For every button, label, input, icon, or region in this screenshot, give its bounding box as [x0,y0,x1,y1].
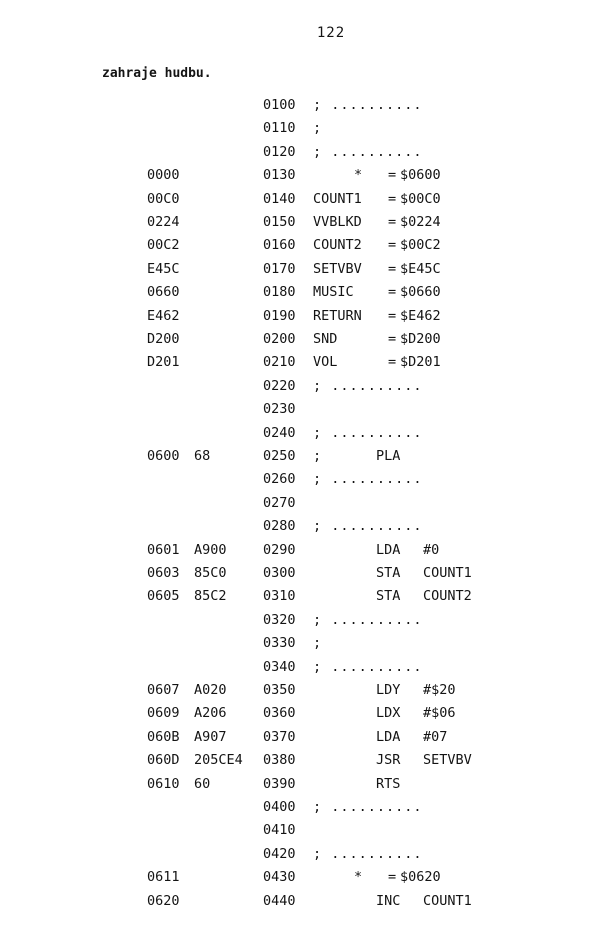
address: 0620 [147,892,180,909]
comment: ; .......... [313,611,423,628]
listing-line [0,702,600,724]
mnemonic: RTS [376,775,401,792]
listing-line [0,585,600,607]
equals-sign: = [388,237,397,254]
line-number: 0150 [263,214,296,230]
comment: ; .......... [313,518,423,535]
line-number: 0310 [263,588,296,605]
line-number: 0160 [263,237,296,254]
object-code: A900 [194,541,227,558]
line-number: 0170 [263,260,296,277]
equate-value: $00C0 [400,190,441,207]
operand: SETVBV [423,752,472,769]
origin-value: $0620 [400,869,441,886]
address: 0605 [147,588,180,605]
equals-sign: = [388,354,397,371]
address: D200 [147,331,180,347]
mnemonic: JSR [376,752,401,769]
equate-value: $E45C [400,260,441,277]
line-number: 0130 [263,167,296,184]
equate-value: $E462 [400,307,441,324]
equals-sign: = [388,190,397,207]
comment: ; .......... [313,97,423,113]
line-number: 0320 [263,611,296,628]
listing-line [0,422,600,444]
equate-value: $0660 [400,284,441,301]
line-number: 0180 [263,284,296,301]
label: VVBLKD [313,214,362,230]
listing-line [0,281,600,303]
line-number: 0420 [263,845,296,862]
listing-line [0,375,600,397]
address: 060D [147,752,180,769]
line-number: 0270 [263,494,296,511]
address: 0000 [147,167,180,184]
comment: ; [313,120,323,137]
listing-line [0,164,600,186]
address: 0607 [147,682,180,698]
mnemonic: LDA [376,728,401,745]
equals-sign: = [388,331,397,347]
line-number: 0440 [263,892,296,909]
object-code: 85C0 [194,565,227,581]
equals-sign: = [388,869,397,886]
mnemonic: INC [376,892,401,909]
line-number: 0360 [263,705,296,722]
listing-line [0,609,600,631]
equals-sign: = [388,260,397,277]
operand: COUNT1 [423,565,472,581]
listing-line [0,773,600,795]
origin-star: * [354,167,363,184]
page-number: 122 [316,25,346,41]
line-number: 0430 [263,869,296,886]
line-number: 0410 [263,822,296,839]
listing-line [0,234,600,256]
mnemonic: LDY [376,682,401,698]
origin-star: * [354,869,363,886]
label: RETURN [313,307,362,324]
line-number: 0350 [263,682,296,698]
listing-line [0,679,600,701]
line-number: 0290 [263,541,296,558]
line-number: 0300 [263,565,296,581]
listing-line [0,539,600,561]
comment: ; .......... [313,845,423,862]
equals-sign: = [388,167,397,184]
line-number: 0250 [263,448,296,464]
intro-text: zahraje hudbu. [102,66,212,81]
line-number: 0100 [263,97,296,113]
address: 0601 [147,541,180,558]
listing-line [0,211,600,233]
equals-sign: = [388,214,397,230]
listing-line [0,188,600,210]
comment: ; .......... [313,799,423,815]
object-code: 60 [194,775,211,792]
label: SETVBV [313,260,362,277]
label: COUNT2 [313,237,362,254]
listing-line [0,749,600,771]
address: 00C2 [147,237,180,254]
equate-value: $D201 [400,354,441,371]
equate-value: $0224 [400,214,441,230]
line-number: 0230 [263,401,296,418]
mnemonic: PLA [376,448,401,464]
object-code: A907 [194,728,227,745]
operand: #$20 [423,682,456,698]
mnemonic: STA [376,565,401,581]
line-number: 0240 [263,424,296,441]
listing-line [0,468,600,490]
equals-sign: = [388,307,397,324]
address: 0603 [147,565,180,581]
comment: ; [313,635,323,652]
operand: COUNT2 [423,588,472,605]
listing-line [0,398,600,420]
line-number: 0140 [263,190,296,207]
listing-line [0,562,600,584]
listing-line [0,305,600,327]
line-number: 0400 [263,799,296,815]
address: 00C0 [147,190,180,207]
comment: ; .......... [313,424,423,441]
line-number: 0220 [263,377,296,394]
listing-line [0,141,600,163]
listing-line [0,843,600,865]
line-number: 0380 [263,752,296,769]
label: ; [313,448,322,464]
address: 0609 [147,705,180,722]
comment: ; .......... [313,471,423,488]
object-code: 68 [194,448,211,464]
listing-line [0,796,600,818]
equate-value: $D200 [400,331,441,347]
line-number: 0330 [263,635,296,652]
mnemonic: LDX [376,705,401,722]
listing-line [0,656,600,678]
address: E45C [147,260,180,277]
listing-line [0,117,600,139]
address: 0660 [147,284,180,301]
comment: ; .......... [313,377,423,394]
listing-line [0,351,600,373]
listing-line [0,445,600,467]
comment: ; .......... [313,143,423,160]
line-number: 0390 [263,775,296,792]
listing-line [0,328,600,350]
line-number: 0110 [263,120,296,137]
equate-value: $00C2 [400,237,441,254]
address: D201 [147,354,180,371]
line-number: 0260 [263,471,296,488]
address: 060B [147,728,180,745]
address: 0600 [147,448,180,464]
operand: #07 [423,728,448,745]
comment: ; .......... [313,658,423,675]
address: E462 [147,307,180,324]
origin-value: $0600 [400,167,441,184]
label: MUSIC [313,284,354,301]
label: SND [313,331,338,347]
line-number: 0340 [263,658,296,675]
object-code: 85C2 [194,588,227,605]
line-number: 0280 [263,518,296,535]
label: COUNT1 [313,190,362,207]
listing-line [0,890,600,912]
label: VOL [313,354,338,371]
mnemonic: LDA [376,541,401,558]
listing-line [0,726,600,748]
equals-sign: = [388,284,397,301]
listing-line [0,94,600,116]
line-number: 0200 [263,331,296,347]
object-code: A206 [194,705,227,722]
line-number: 0210 [263,354,296,371]
listing-line [0,819,600,841]
address: 0224 [147,214,180,230]
object-code: 205CE4 [194,752,243,769]
listing-line [0,492,600,514]
listing-line [0,515,600,537]
operand: #0 [423,541,440,558]
object-code: A020 [194,682,227,698]
line-number: 0120 [263,143,296,160]
mnemonic: STA [376,588,401,605]
listing-line [0,866,600,888]
address: 0610 [147,775,180,792]
line-number: 0190 [263,307,296,324]
operand: #$06 [423,705,456,722]
line-number: 0370 [263,728,296,745]
operand: COUNT1 [423,892,472,909]
listing-line [0,258,600,280]
address: 0611 [147,869,180,886]
listing-line [0,632,600,654]
